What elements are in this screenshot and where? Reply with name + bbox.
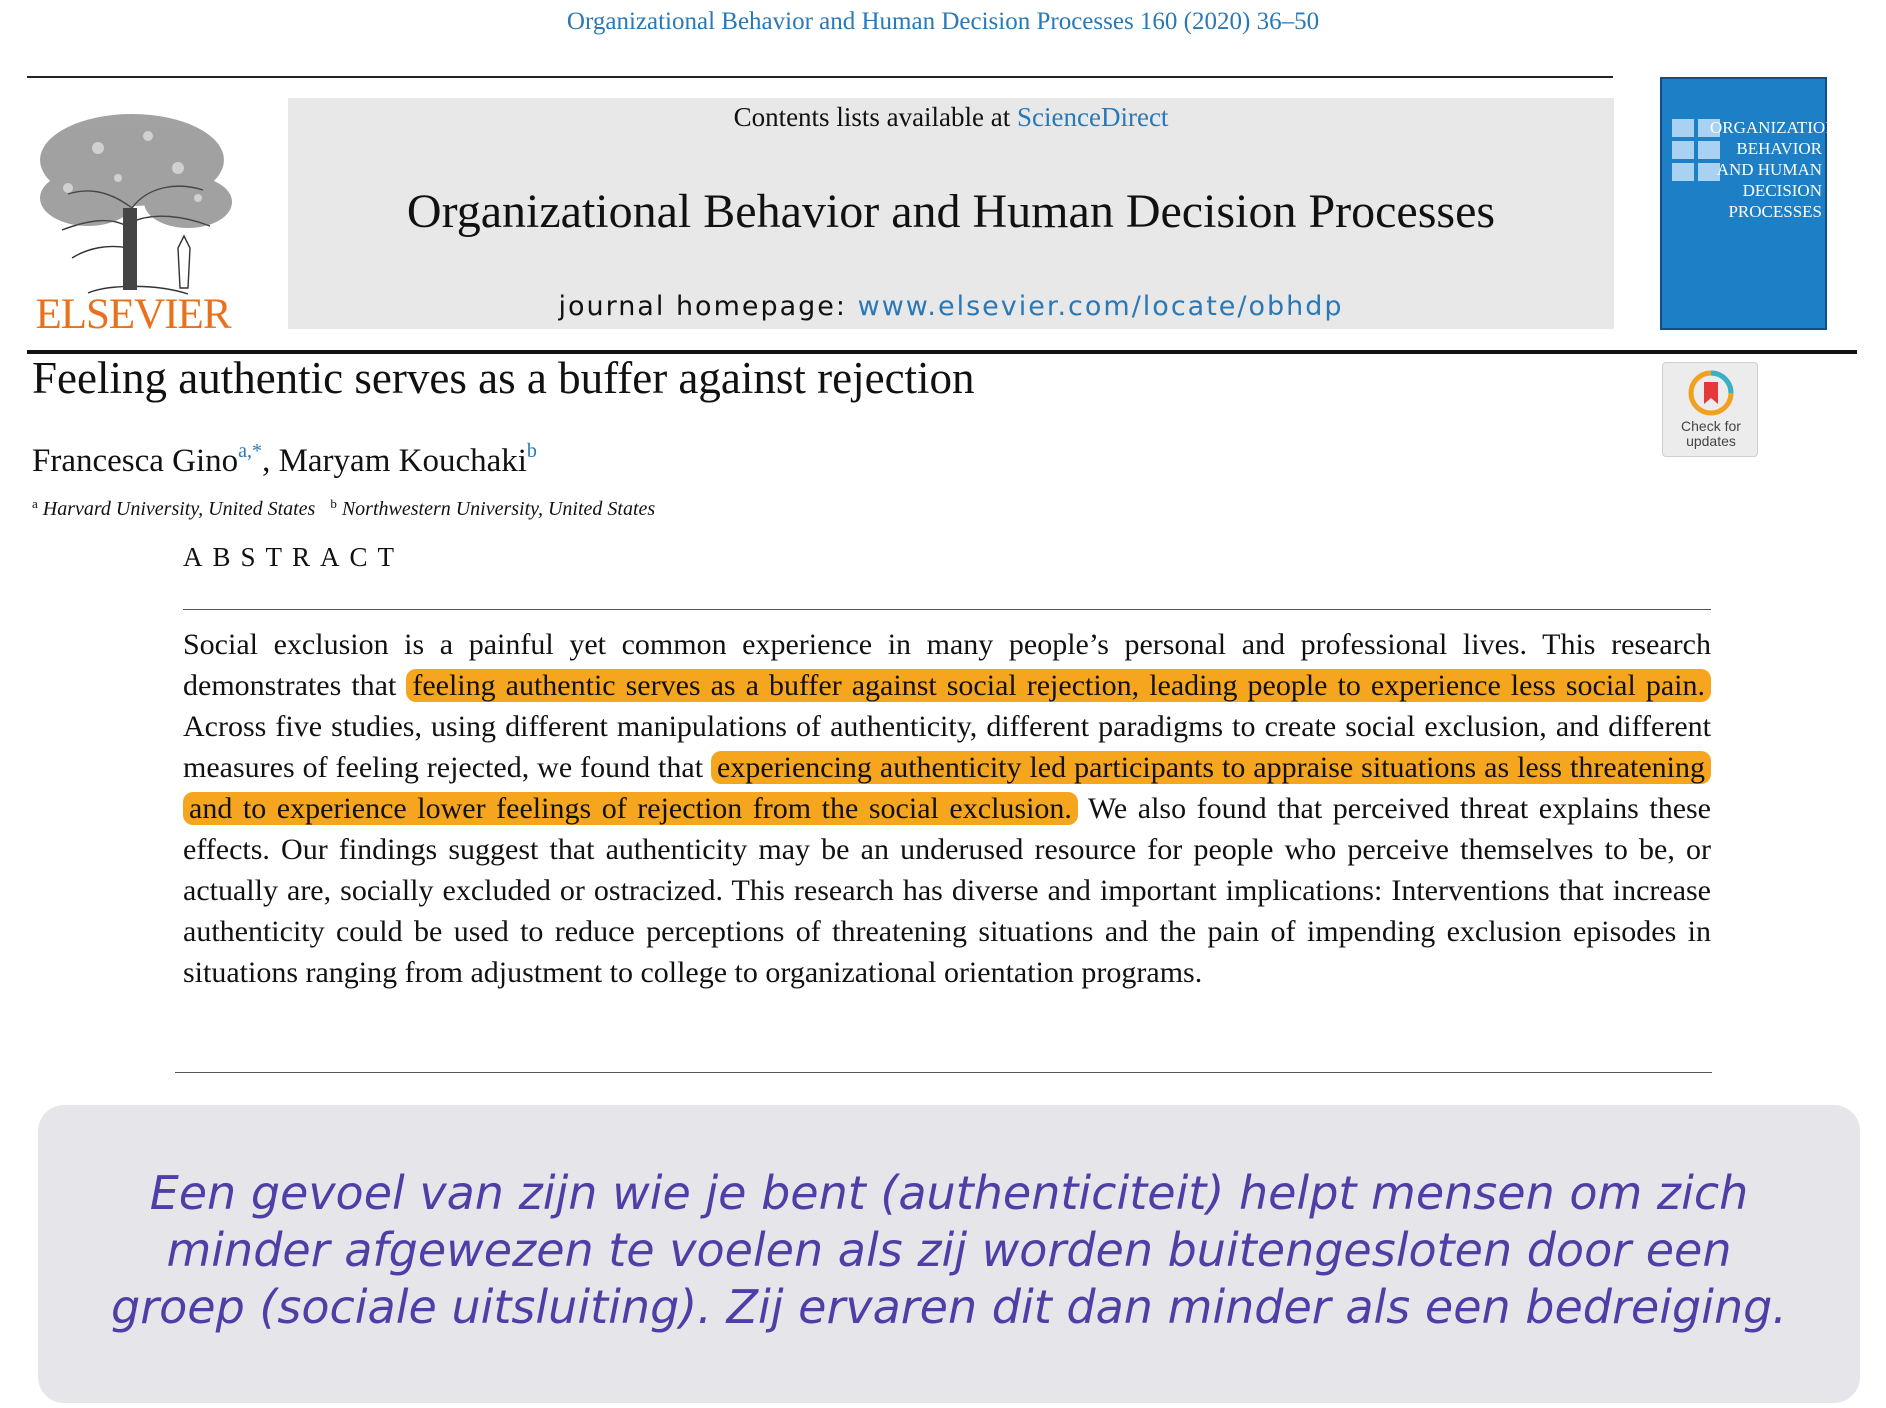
author-name[interactable]: Francesca Gino <box>32 443 239 479</box>
cover-square <box>1672 119 1694 137</box>
author-marks[interactable]: a,* <box>238 440 263 462</box>
check-for-updates-button[interactable] <box>1662 362 1758 457</box>
abstract-bottom-divider <box>175 1072 1712 1073</box>
check-for-updates-label <box>1663 419 1759 449</box>
abstract-highlight: feeling authentic serves as a buffer against social rejection, leading people to experience less social pain. <box>406 669 1711 702</box>
summary-text: Een gevoel van zijn wie je bent (authenticiteit) helpt mensen om zich minder afgewezen te voelen als zij worden buitengesloten door een groep (sociale uitsluiting). Zij ervaren dit dan minder als een bedreiging. <box>111 1166 1787 1334</box>
badge-line-1: Check for <box>1681 418 1741 434</box>
journal-citation: Organizational Behavior and Human Decision Processes 160 (2020) 36–50 <box>566 8 1320 35</box>
affiliation-text: Harvard University, United States <box>42 498 316 520</box>
abstract-top-divider <box>183 609 1711 610</box>
sciencedirect-link[interactable]: ScienceDirect <box>1017 102 1169 132</box>
abstract-segment: Across five studies, using different manipulations of authenticity, different paradigms to create social exclusion, and different measures of feeling rejected, we found that <box>183 710 1711 784</box>
elsevier-wordmark: ELSEVIER <box>35 291 231 338</box>
homepage-line <box>288 291 1614 322</box>
author-marks[interactable]: b <box>526 440 537 462</box>
affiliation-mark: b <box>330 496 337 511</box>
author-name[interactable]: Maryam Kouchaki <box>278 443 527 479</box>
author-separator: , <box>262 443 279 479</box>
author-list <box>32 440 537 480</box>
abstract-heading: ABSTRACT <box>183 542 405 572</box>
abstract-highlight: experiencing authenticity led participants to appraise situations as less threatening and to experience lower feelings of rejection from the social exclusion. <box>183 751 1711 825</box>
badge-line-2: updates <box>1686 433 1736 449</box>
contents-prefix: Contents lists available at <box>733 102 1018 132</box>
top-divider <box>27 76 1613 78</box>
affiliation-text: Northwestern University, United States <box>341 498 656 520</box>
journal-title: Organizational Behavior and Human Decision Processes <box>406 185 1496 238</box>
homepage-link[interactable]: www.elsevier.com/locate/obhdp <box>857 291 1344 322</box>
summary-box <box>38 1105 1860 1403</box>
cover-square <box>1672 141 1694 159</box>
journal-masthead <box>288 98 1614 329</box>
abstract-text <box>183 624 1711 993</box>
contents-line <box>288 102 1614 133</box>
journal-cover <box>1660 77 1861 330</box>
abstract-segment: Social exclusion is a painful yet common experience in many people’s personal and professional lives. This research demonstrates that <box>183 628 1711 702</box>
affiliation-list <box>32 496 655 521</box>
article-title: Feeling authentic serves as a buffer against rejection <box>32 353 975 403</box>
cover-square <box>1672 163 1694 181</box>
abstract-segment: We also found that perceived threat explains these effects. Our findings suggest that authenticity may be an underused resource for people who perceive themselves to be, or actually are, socially excluded or ostracized. This research has diverse and important implications: Interventions that increase authenticity could be used to reduce perceptions of threatening situations and the pain of impending exclusion episodes in situations ranging from adjustment to college to organizational orientation programs. <box>183 792 1711 989</box>
bookmark-icon <box>1687 369 1735 417</box>
affiliation-mark: a <box>32 496 38 511</box>
homepage-prefix: journal homepage: <box>558 291 858 322</box>
cover-title: ORGANIZATIONAL BEHAVIOR AND HUMAN DECISION PROCESSES <box>1710 118 1861 221</box>
